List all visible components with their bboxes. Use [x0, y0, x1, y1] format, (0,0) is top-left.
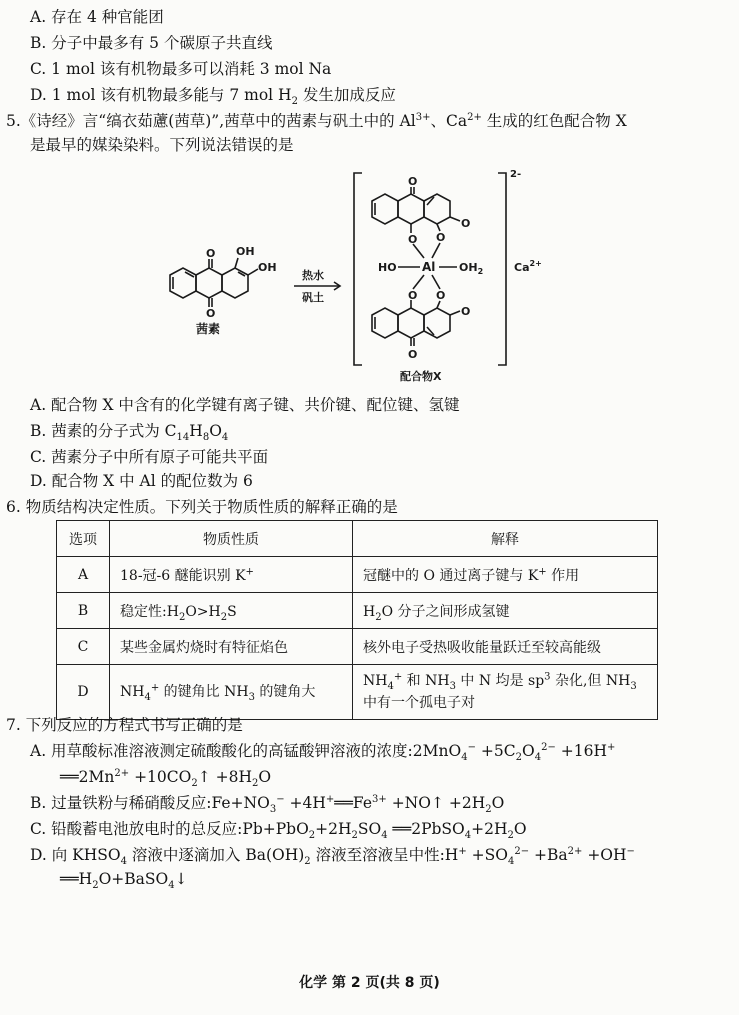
svg-text:O: O — [206, 247, 216, 260]
svg-text:O: O — [408, 348, 418, 361]
q5-option-d: D. 配合物 X 中 Al 的配位数为 6 — [30, 472, 253, 490]
counter-ion: $Ca^{2+}$ — [514, 259, 542, 274]
svg-text:O: O — [461, 305, 471, 318]
q7-option-d-line2: $══H_2O+BaSO_4↓$ — [60, 870, 188, 892]
oh-label-2: OH — [258, 261, 277, 274]
q7-option-b: B. 过量铁粉与稀硝酸反应$:Fe+NO_3^-$ $+4H^+══Fe^{3+}$ +NO↑ $+2H_2O$ — [30, 793, 505, 816]
alizarin-label: 茜素 — [196, 322, 221, 336]
q7-option-c: C. 铅酸蓄电池放电时的总反应$:Pb+PbO_2+2H_2SO_4$ $══2PbSO_4+2H_2O$ — [30, 820, 527, 842]
q7-option-a-line1: A. 用草酸标准溶液测定硫酸酸化的高锰酸钾溶液的浓度:2MnO$_4$− $+5C_2O_4^{2-} +16H^+$ — [30, 741, 616, 764]
complex-charge: 2- — [510, 169, 522, 180]
q5-option-c: C. 茜素分子中所有原子可能共平面 — [30, 448, 269, 466]
table-row: D $NH_4^+$ 的键角比 $NH_3$ 的键角大 $NH_4^+$ 和 $NH_3$ 中 N 均是 $sp^3$ 杂化,但 $NH_3$ 中有一个孤电子对 — [57, 665, 658, 720]
complex-label: 配合物X — [400, 370, 442, 383]
q5-option-b: B. 茜素的分子式为 $C_{14}H_8O_4$ — [30, 422, 229, 444]
q6-stem: 6. 物质结构决定性质。下列关于物质性质的解释正确的是 — [6, 498, 398, 516]
al-center: Al — [422, 260, 436, 274]
q6-table — [56, 520, 658, 720]
complex-bracket-right — [498, 173, 506, 365]
q4-option-d: D. 1 mol 该有机物最多能与 7 mol $H_2$ 发生加成反应 — [30, 86, 396, 108]
svg-text:O: O — [206, 307, 216, 320]
q5-stem-line2: 是最早的媒染染料。下列说法错误的是 — [30, 136, 294, 154]
oh-label-1: OH — [236, 245, 255, 258]
q7-stem: 7. 下列反应的方程式书写正确的是 — [6, 716, 243, 734]
oh2-ligand: $OH_2$ — [459, 261, 484, 276]
complex-bracket-left — [354, 173, 362, 365]
q5-stem-line1: 5.《诗经》言“缟衣茹藘(茜草)”,茜草中的茜素与矾土中的 $Al^{3+}$、$Ca^{2+}$ 生成的红色配合物 X — [6, 111, 627, 130]
svg-text:O: O — [408, 233, 418, 246]
table-row: C 某些金属灼烧时有特征焰色 核外电子受热吸收能量跃迁至较高能级 — [57, 629, 658, 665]
table-header-row: 选项 物质性质 解释 — [57, 521, 658, 557]
upper-ligand — [372, 187, 460, 258]
page-footer: 化学 第 2 页(共 8 页) — [299, 975, 440, 991]
svg-text:O: O — [436, 289, 446, 302]
q7-option-d-line1: D. 向 $KHSO_4$ 溶液中逐滴加入 $Ba(OH)_2$ 溶液至溶液呈中性:H+ $+SO_4^{2-} +Ba^{2+} +OH^-$ — [30, 845, 635, 868]
svg-text:O: O — [408, 289, 418, 302]
q5-reaction-figure — [150, 165, 590, 390]
q5-option-a: A. 配合物 X 中含有的化学键有离子键、共价键、配位键、氢键 — [30, 396, 460, 414]
lower-ligand — [372, 275, 460, 346]
table-row: B 稳定性$:H_2O>H_2S$ $H_2O$ 分子之间形成氢键 — [57, 593, 658, 629]
arrow-condition-bottom: 矾土 — [302, 291, 324, 304]
svg-text:O: O — [436, 231, 446, 244]
q4-option-b: B. 分子中最多有 5 个碳原子共直线 — [30, 34, 273, 52]
q7-option-a-line2: $══2Mn^{2+}$ $+10CO_2↑ +8H_2O$ — [60, 767, 272, 790]
arrow-condition-top: 热水 — [302, 269, 324, 282]
svg-text:O: O — [408, 175, 418, 188]
q4-option-c: C. 1 mol 该有机物最多可以消耗 3 mol Na — [30, 60, 332, 78]
alizarin-structure — [170, 258, 258, 307]
table-row: A 18-冠-6 醚能识别 K+ 冠醚中的 O 通过离子键与 K+ 作用 — [57, 557, 658, 593]
svg-text:O: O — [461, 217, 471, 230]
q4-option-a: A. 存在 4 种官能团 — [30, 8, 164, 26]
ho-ligand: HO — [378, 261, 397, 274]
